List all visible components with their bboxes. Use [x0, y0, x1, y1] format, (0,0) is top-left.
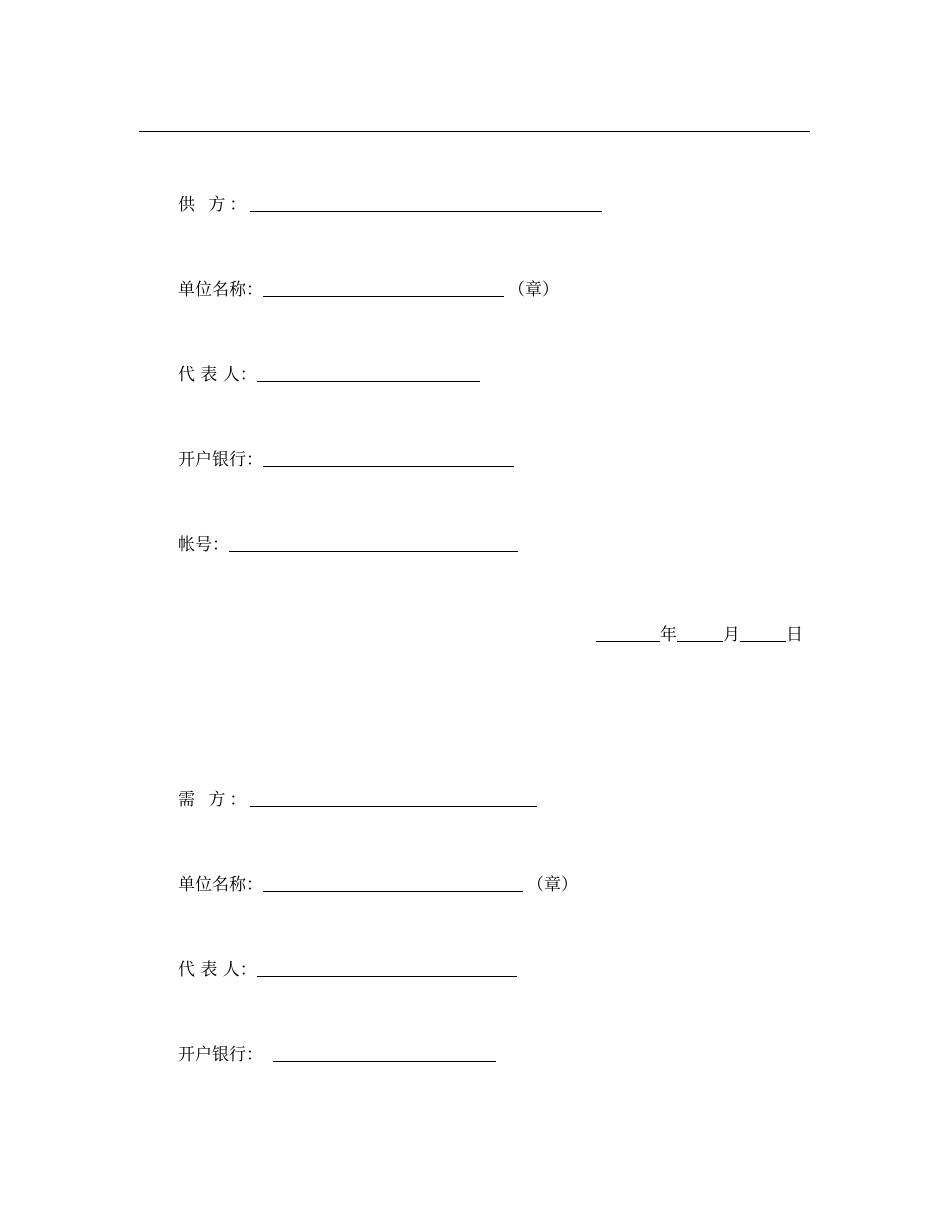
date-year-label: 年 — [660, 625, 677, 645]
date-month-blank[interactable] — [677, 621, 723, 642]
buyer-seal-note: （章） — [527, 875, 578, 895]
supplier-unit-label: 单位名称： — [178, 280, 263, 300]
supplier-account-blank[interactable] — [229, 531, 518, 552]
date-day-label: 日 — [786, 625, 803, 645]
supplier-party-label: 供 方： — [178, 195, 251, 215]
supplier-rep-row — [178, 360, 480, 386]
date-year-blank[interactable] — [596, 621, 660, 642]
supplier-bank-label: 开户银行： — [178, 450, 263, 470]
buyer-unit-row — [178, 870, 578, 896]
date-month-label: 月 — [723, 625, 740, 645]
buyer-rep-row — [178, 955, 517, 981]
supplier-seal-note: （章） — [508, 280, 559, 300]
date-line — [596, 620, 803, 646]
date-day-blank[interactable] — [740, 621, 786, 642]
buyer-rep-label: 代 表 人： — [178, 960, 257, 980]
supplier-rep-label: 代 表 人： — [178, 365, 257, 385]
buyer-bank-row — [178, 1040, 496, 1066]
buyer-bank-label: 开户银行： — [178, 1045, 263, 1065]
supplier-party-blank[interactable] — [250, 191, 602, 212]
buyer-bank-blank[interactable] — [273, 1041, 496, 1062]
supplier-rep-blank[interactable] — [257, 361, 480, 382]
buyer-unit-label: 单位名称： — [178, 875, 263, 895]
supplier-unit-row — [178, 275, 559, 301]
supplier-account-label: 帐号： — [178, 535, 229, 555]
buyer-party-row — [178, 785, 537, 811]
header-rule — [139, 131, 810, 132]
buyer-party-blank[interactable] — [250, 786, 537, 807]
supplier-account-row — [178, 530, 518, 556]
supplier-bank-blank[interactable] — [263, 446, 514, 467]
buyer-party-label: 需 方： — [178, 790, 251, 810]
supplier-party-row — [178, 190, 602, 216]
supplier-unit-blank[interactable] — [263, 276, 504, 297]
supplier-bank-row — [178, 445, 514, 471]
buyer-rep-blank[interactable] — [257, 956, 517, 977]
buyer-unit-blank[interactable] — [263, 871, 523, 892]
